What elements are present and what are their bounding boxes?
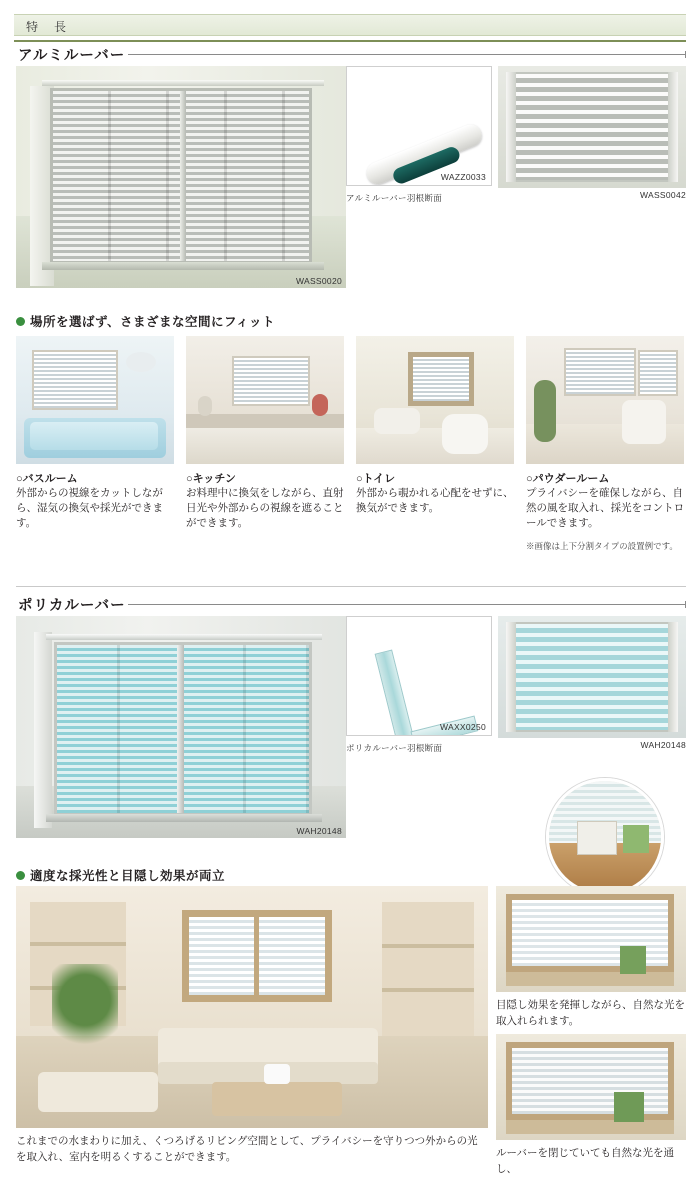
- section-rule-aluminium: [128, 54, 686, 55]
- photo-poly-closeup: [498, 616, 686, 738]
- caption-aluminium-closeup-code: WASS0042: [639, 190, 686, 200]
- body-living-room: これまでの水まわりに加え、くつろげるリビング空間として、プライバシーを守りつつ外からの光を取入れ、室内を明るくすることができます。: [16, 1135, 478, 1163]
- caption-poly-blade-code: WAXX0250: [439, 722, 486, 732]
- item-body-toilet: 外部から覗かれる心配をせずに、換気ができます。: [356, 487, 514, 515]
- item-body-bathroom: 外部からの視線をカットしながら、湿気の換気や採光ができます。: [16, 487, 163, 530]
- note-powder-room: ※画像は上下分割タイプの設置例です。: [526, 541, 678, 551]
- caption-poly-main-code: WAH20148: [296, 826, 342, 836]
- photo-poly-blade-section: [346, 616, 492, 736]
- caption-louver-daylight-2: ルーバーを閉じていても自然な光を通し、: [496, 1147, 674, 1175]
- item-title-toilet: ○トイレ: [356, 473, 396, 485]
- photo-bathroom: [16, 336, 174, 464]
- photo-aluminium-louver-main: [16, 66, 346, 288]
- caption-louver-daylight-1: 目隠し効果を発揮しながら、自然な光を取入れられます。: [496, 999, 685, 1027]
- section-divider: [16, 586, 686, 587]
- photo-kitchen: [186, 336, 344, 464]
- item-body-kitchen: お料理中に換気をしながら、直射日光や外部からの視線を遮ることができます。: [186, 487, 344, 530]
- caption-poly-closeup-code: WAH20148: [640, 740, 686, 750]
- bullet-dot-icon-2: [16, 871, 25, 880]
- photo-louver-daylight-2: [496, 1034, 686, 1140]
- section-rule-poly: [128, 604, 686, 605]
- photo-poly-louver-main: [16, 616, 346, 838]
- caption-aluminium-main-code: WASS0020: [295, 276, 342, 286]
- page-title: 特 長: [26, 20, 69, 34]
- page-header-band: [14, 14, 686, 36]
- caption-aluminium-blade-label: アルミルーバー羽根断面: [346, 193, 443, 203]
- item-body-powder-room: プライバシーを確保しながら、自然の風を取入れ、採光をコントロールできます。: [526, 487, 685, 530]
- photo-living-room: [16, 886, 488, 1128]
- photo-powder-room: [526, 336, 684, 464]
- photo-toilet: [356, 336, 514, 464]
- item-title-bathroom: ○バスルーム: [16, 473, 78, 485]
- section-title-aluminium: アルミルーバー: [18, 48, 126, 64]
- caption-poly-blade-label: ポリカルーバー羽根断面: [346, 743, 443, 753]
- section-title-poly: ポリカルーバー: [18, 598, 126, 614]
- heading-fit-anywhere: 場所を選ばず、さまざまな空間にフィット: [16, 312, 275, 330]
- photo-aluminium-blade-section: [346, 66, 492, 186]
- photo-circular-inset: [546, 778, 664, 896]
- photo-aluminium-closeup: [498, 66, 686, 188]
- photo-louver-daylight-1: [496, 886, 686, 992]
- caption-aluminium-blade-code: WAZZ0033: [440, 172, 486, 182]
- item-title-kitchen: ○キッチン: [186, 473, 236, 485]
- heading-light-privacy: 適度な採光性と目隠し効果が両立: [16, 866, 225, 884]
- item-title-powder-room: ○パウダールーム: [526, 473, 610, 485]
- header-rule: [14, 40, 686, 42]
- bullet-dot-icon: [16, 317, 25, 326]
